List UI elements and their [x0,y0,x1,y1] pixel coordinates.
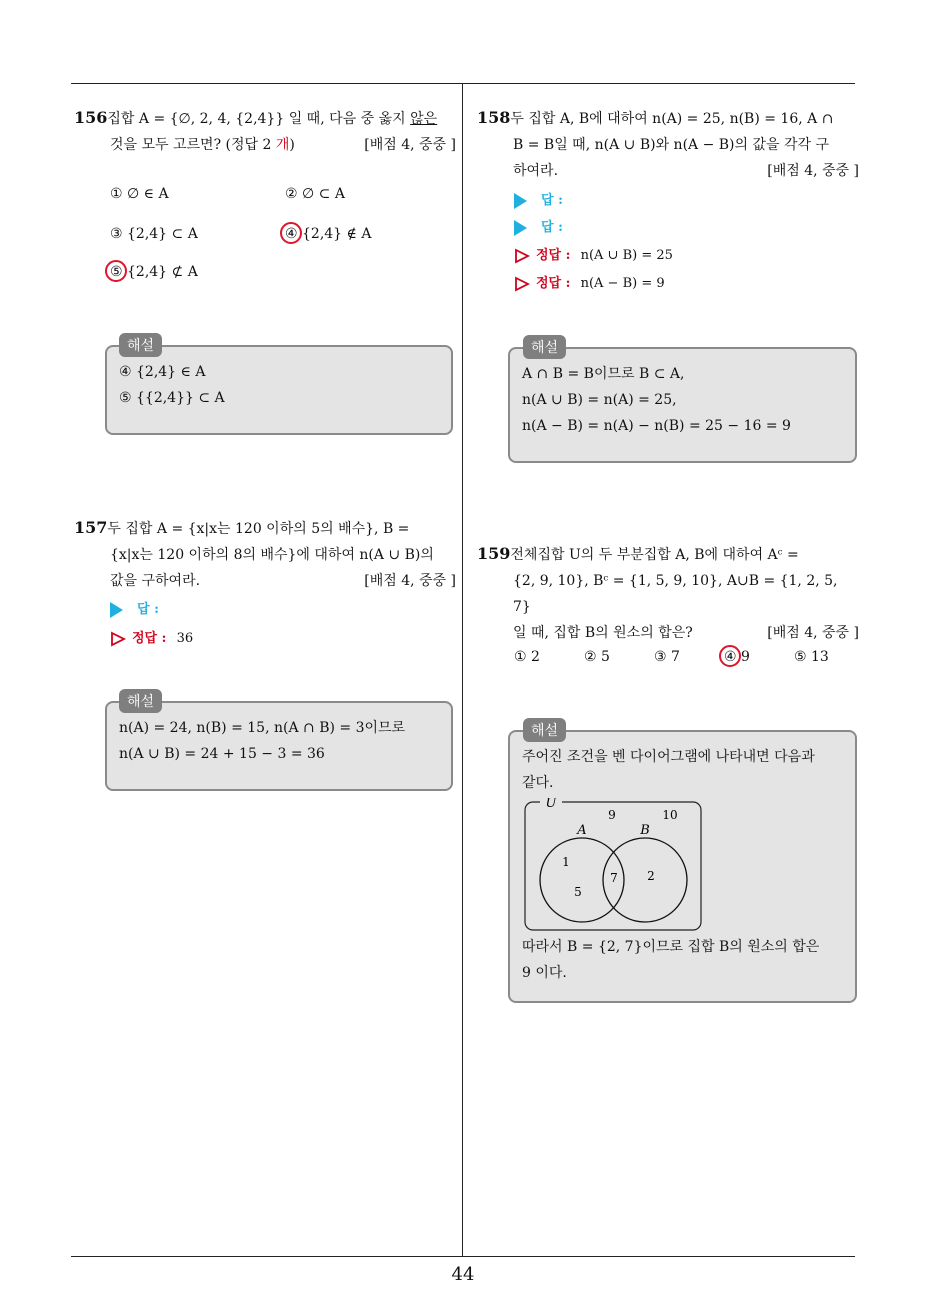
problem-159-line1: 159전체집합 U의 두 부분집합 A, B에 대하여 Aᶜ = [477,544,799,563]
solution-box-158 [508,347,857,463]
outline-triangle-icon [110,631,126,647]
correct-label: 정답 : [536,276,571,291]
play-triangle-icon [514,193,527,209]
only-a-element: 1 [562,855,570,869]
problem-158-line1: 158두 집합 A, B에 대하여 n(A) = 25, n(B) = 16, A ∩ [477,108,834,127]
solution-line: 9 이다. [522,965,567,981]
problem-156-line1: 156집합 A = {∅, 2, 4, {2,4}} 일 때, 다음 중 옳지 않은 [74,108,438,127]
answer-row [514,189,563,209]
solution-box-159 [508,730,857,1003]
solution-box-156 [105,345,453,435]
solution-line: n(A ∪ B) = 24 + 15 − 3 = 36 [119,746,325,762]
problem-156-line2: 것을 모두 고르면? (정답 2 개) [배점 4, 중중 ] [74,132,456,158]
correct-value: 36 [176,631,194,646]
correct-label: 정답 : [132,631,167,646]
solution-line: n(A) = 24, n(B) = 15, n(A ∩ B) = 3이므로 [119,720,406,736]
correct-value: n(A ∪ B) = 25 [580,248,673,263]
set-b-label: B [640,823,650,838]
problem-157-line2: {x|x는 120 이하의 8의 배수}에 대하여 n(A ∪ B)의 [110,547,434,563]
venn-diagram [524,798,714,934]
score-meta: [배점 4, 중중 ] [364,137,456,153]
problem-number: 159 [477,544,511,563]
option-4: ④ 9 [724,649,750,665]
problem-157-line1: 157두 집합 A = {x|x는 120 이하의 5의 배수}, B = [74,518,410,537]
problem-159 [477,541,859,646]
set-a-label: A [577,823,587,838]
solution-line: n(A ∪ B) = n(A) = 25, [522,392,677,408]
solution-tag: 해설 [119,689,162,713]
top-rule [71,83,855,84]
correct-answer-row [514,244,673,264]
answer-row [514,216,563,236]
correct-value: n(A − B) = 9 [580,276,665,291]
problem-158 [477,105,859,184]
problem-157-line3: 값을 구하여라. [배점 4, 중중 ] [74,568,456,594]
correct-label: 정답 : [536,248,571,263]
problem-158-line2: B = B일 때, n(A ∪ B)와 n(A − B)의 값을 각각 구 [513,137,830,153]
correct-answer-row [514,272,665,292]
solution-line: n(A − B) = n(A) − n(B) = 25 − 16 = 9 [522,418,791,434]
answer-row [110,598,159,618]
option-1: ① 2 [514,649,540,665]
problem-156 [74,105,456,158]
option-1: ① ∅ ∈ A [110,186,169,202]
score-meta: [배점 4, 중중 ] [767,163,859,179]
answer-mark-circle [105,260,127,282]
option-2: ② ∅ ⊂ A [285,186,345,202]
solution-line: ⑤ {{2,4}} ⊂ A [119,390,225,406]
answer-mark-circle [719,645,741,667]
problem-number: 156 [74,108,108,127]
universe-label: U [545,798,557,811]
problem-159-line3: 일 때, 집합 B의 원소의 합은? [배점 4, 중중 ] [477,620,859,646]
answer-label: 답 : [541,193,563,208]
answer-mark-circle [280,222,302,244]
solution-line: 따라서 B = {2, 7}이므로 집합 B의 원소의 합은 [522,939,820,955]
option-2: ② 5 [584,649,610,665]
outline-triangle-icon [514,276,530,292]
only-a-element: 5 [574,885,582,899]
page-number: 44 [451,1264,475,1285]
correct-answer-row [110,627,193,647]
option-5: ⑤ {2,4} ⊄ A [110,264,198,280]
solution-line: A ∩ B = B이므로 B ⊂ A, [522,366,685,382]
solution-line: 주어진 조건을 벤 다이어그램에 나타내면 다음과 [522,749,815,765]
solution-line: ④ {2,4} ∈ A [119,364,206,380]
outline-triangle-icon [514,248,530,264]
solution-tag: 해설 [523,718,566,742]
problem-number: 157 [74,518,108,537]
solution-tag: 해설 [119,333,162,357]
outside-element: 9 [608,808,616,822]
solution-line: 같다. [522,775,554,791]
option-3: ③ 7 [654,649,680,665]
score-meta: [배점 4, 중중 ] [767,625,859,641]
play-triangle-icon [514,220,527,236]
answer-label: 답 : [137,602,159,617]
answer-label: 답 : [541,220,563,235]
option-3: ③ {2,4} ⊂ A [110,226,198,242]
solution-tag: 해설 [523,335,566,359]
outside-element: 10 [662,808,678,822]
score-meta: [배점 4, 중중 ] [364,573,456,589]
only-b-element: 2 [647,869,655,883]
problem-158-line3: 하여라. [배점 4, 중중 ] [477,158,859,184]
play-triangle-icon [110,602,123,618]
center-divider [462,83,463,1257]
problem-157 [74,515,456,594]
solution-box-157 [105,701,453,791]
intersection-element: 7 [610,871,618,885]
option-5: ⑤ 13 [794,649,829,665]
option-4: ④ {2,4} ∉ A [285,226,372,242]
problem-number: 158 [477,108,511,127]
bottom-rule [71,1256,855,1257]
problem-159-line2: {2, 9, 10}, Bᶜ = {1, 5, 9, 10}, A∪B = {1, 2, 5, 7} [513,573,838,615]
